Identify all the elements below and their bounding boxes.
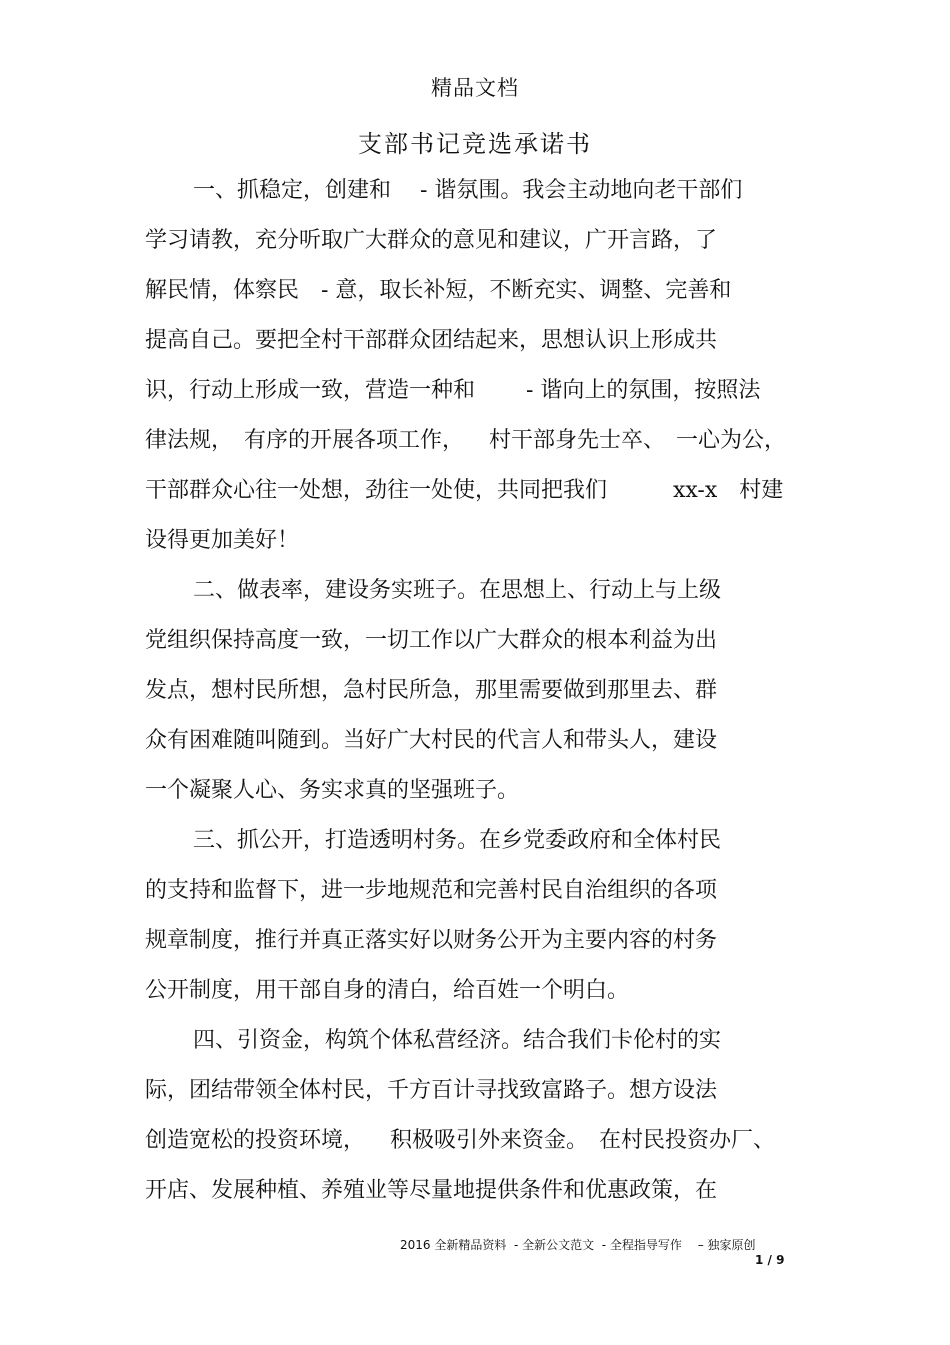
paragraph-line: 提高自己。要把全村干部群众团结起来，思想认识上形成共: [145, 328, 718, 353]
paragraph-line: 解民情，体察民 - 意，取长补短，不断充实、调整、完善和: [145, 278, 732, 303]
paragraph-line: 学习请教，充分听取广大群众的意见和建议，广开言路，了: [145, 228, 718, 253]
page-number: 1 / 9: [755, 1253, 785, 1267]
document-title: 支部书记竞选承诺书: [358, 130, 592, 158]
paragraph-line: 设得更加美好！: [145, 528, 300, 553]
paragraph-line: 开店、发展种植、养殖业等尽量地提供条件和优惠政策，在: [145, 1178, 718, 1203]
footer-note: 2016 全新精品资料 - 全新公文范文 - 全程指导写作 – 独家原创: [400, 1238, 756, 1252]
paragraph-line: 的支持和监督下，进一步地规范和完善村民自治组织的各项: [145, 878, 718, 903]
paragraph-line: 三、抓公开，打造透明村务。在乡党委政府和全体村民: [193, 828, 722, 853]
paragraph-line: 一个凝聚人心、务实求真的坚强班子。: [145, 778, 520, 803]
paragraph-line: 一、抓稳定，创建和 - 谐氛围。我会主动地向老干部们: [193, 178, 743, 203]
paragraph-line: 四、引资金，构筑个体私营经济。结合我们卡伦村的实: [193, 1028, 722, 1053]
paragraph-line: 识，行动上形成一致，营造一种和 - 谐向上的氛围，按照法: [145, 378, 761, 403]
page-header: 精品文档: [431, 76, 519, 100]
paragraph-line: 干部群众心往一处想，劲往一处使，共同把我们 xx-x 村建: [145, 478, 784, 503]
paragraph-line: 创造宽松的投资环境， 积极吸引外来资金。 在村民投资办厂、: [145, 1128, 775, 1153]
paragraph-line: 发点，想村民所想，急村民所急，那里需要做到那里去、群: [145, 678, 718, 703]
paragraph-line: 公开制度，用干部自身的清白，给百姓一个明白。: [145, 978, 630, 1003]
paragraph-line: 际，团结带领全体村民，千方百计寻找致富路子。想方设法: [145, 1078, 718, 1103]
paragraph-line: 规章制度，推行并真正落实好以财务公开为主要内容的村务: [145, 928, 718, 953]
paragraph-line: 二、做表率，建设务实班子。在思想上、行动上与上级: [193, 578, 722, 603]
paragraph-line: 律法规， 有序的开展各项工作， 村干部身先士卒、 一心为公，: [145, 428, 786, 453]
paragraph-line: 党组织保持高度一致，一切工作以广大群众的根本利益为出: [145, 628, 718, 653]
paragraph-line: 众有困难随叫随到。当好广大村民的代言人和带头人，建设: [145, 728, 718, 753]
